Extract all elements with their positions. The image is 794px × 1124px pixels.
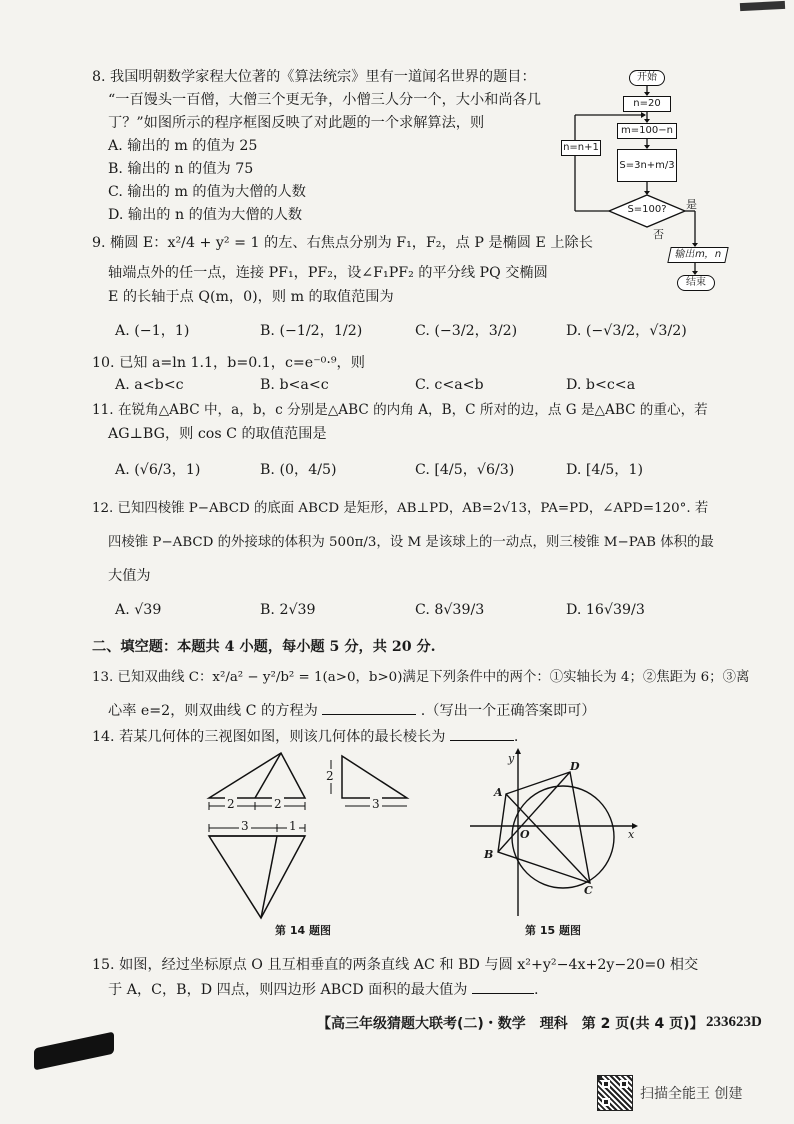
q9-option-a: A. (−1，1) bbox=[115, 323, 190, 339]
flow-start: 开始 bbox=[629, 70, 665, 86]
q11-option-b: B. (0，4/5) bbox=[260, 462, 337, 478]
q11-option-a: A. (√6/3，1) bbox=[115, 462, 201, 478]
flow-step-m: m=100−n bbox=[617, 123, 677, 139]
q15-line2: 于 A，C，B，D 四点，则四边形 ABCD 面积的最大值为 . bbox=[108, 982, 539, 998]
q9-option-d: D. (−√3/2，√3/2) bbox=[566, 323, 687, 339]
figure-14-caption: 第 14 题图 bbox=[275, 924, 331, 937]
q13-line2-hint: .（写出一个正确答案即可） bbox=[420, 703, 596, 719]
q14-line1: 14. 若某几何体的三视图如图，则该几何体的最长棱长为 . bbox=[92, 729, 519, 745]
flow-output: 输出m，n bbox=[667, 247, 728, 263]
circle-quadrilateral-figure bbox=[470, 748, 650, 940]
q9-line3: E 的长轴于点 Q(m，0)，则 m 的取值范围为 bbox=[108, 289, 394, 305]
figure-15 bbox=[470, 748, 650, 940]
scan-mark-top bbox=[740, 1, 785, 11]
q12-option-d: D. 16√39/3 bbox=[566, 602, 645, 618]
paper-code: 233623D bbox=[706, 1014, 762, 1030]
q13-answer-blank bbox=[322, 714, 416, 715]
scanner-watermark: 扫描全能王 创建 bbox=[640, 1086, 743, 1102]
q15-line1: 15. 如图，经过坐标原点 O 且互相垂直的两条直线 AC 和 BD 与圆 x²+y²−4x+2y−20=0 相交 bbox=[92, 957, 699, 973]
q9-option-c: C. (−3/2，3/2) bbox=[415, 323, 518, 339]
q13-line1: 13. 已知双曲线 C：x²/a² − y²/b² = 1(a>0，b>0)满足下列条件中的两个：①实轴长为 4；②焦距为 6；③离 bbox=[92, 670, 750, 685]
section-fill-in-title: 二、填空题：本题共 4 小题，每小题 5 分，共 20 分. bbox=[92, 639, 436, 655]
flowchart bbox=[555, 62, 735, 302]
q10-option-d: D. b<c<a bbox=[566, 377, 636, 393]
q12-option-a: A. √39 bbox=[115, 602, 162, 618]
q9-line2: 轴端点外的任一点，连接 PF₁，PF₂，设∠F₁PF₂ 的平分线 PQ 交椭圆 bbox=[108, 265, 548, 281]
fig15-point-c: C bbox=[584, 884, 593, 897]
q10-option-c: C. c<a<b bbox=[415, 377, 484, 393]
q8-line3: 丁？”如图所示的程序框图反映了对此题的一个求解算法，则 bbox=[108, 115, 485, 131]
q12-option-c: C. 8√39/3 bbox=[415, 602, 485, 618]
figure-14 bbox=[195, 750, 425, 940]
flow-init: n=20 bbox=[623, 96, 671, 112]
fig15-point-b: B bbox=[484, 848, 494, 861]
q15-text: 于 A，C，B，D 四点，则四边形 ABCD 面积的最大值为 bbox=[108, 982, 468, 998]
front-width-label-1: 2 bbox=[227, 797, 235, 811]
q13-line2 bbox=[108, 700, 596, 723]
q12-option-b: B. 2√39 bbox=[260, 602, 316, 618]
flow-increment: n=n+1 bbox=[561, 140, 601, 156]
qr-code-icon bbox=[597, 1075, 633, 1111]
q11-option-c: C. [4/5，√6/3) bbox=[415, 462, 515, 478]
front-width-label-2: 2 bbox=[274, 797, 282, 811]
q10-option-b: B. b<a<c bbox=[260, 377, 329, 393]
flow-end: 结束 bbox=[677, 275, 715, 291]
top-width-label-1: 3 bbox=[241, 819, 249, 833]
q9-line1: 9. 椭圆 E：x²/4 + y² = 1 的左、右焦点分别为 F₁，F₂，点 P 是椭圆 E 上除长 bbox=[92, 235, 593, 251]
fig15-y-axis-label: y bbox=[508, 752, 515, 765]
q8-line2: “一百馒头一百僧，大僧三个更无争，小僧三人分一个，大小和尚各几 bbox=[108, 92, 541, 108]
fig15-x-axis-label: x bbox=[628, 828, 635, 841]
q14-answer-blank bbox=[450, 740, 514, 741]
side-height-label: 2 bbox=[326, 769, 334, 783]
q9-option-b: B. (−1/2，1/2) bbox=[260, 323, 363, 339]
q10-option-a: A. a<b<c bbox=[115, 377, 184, 393]
flow-step-s: S=3n+m/3 bbox=[617, 149, 677, 182]
three-view-drawing bbox=[195, 750, 425, 940]
fig15-point-d: D bbox=[570, 760, 580, 773]
top-width-label-2: 1 bbox=[289, 819, 297, 833]
scan-shadow-mark bbox=[34, 1031, 114, 1070]
fig15-origin-label: O bbox=[520, 828, 530, 841]
q13-line2-text: 心率 e=2，则双曲线 C 的方程为 bbox=[108, 703, 318, 719]
flow-yes: 是 bbox=[686, 198, 697, 211]
side-width-label: 3 bbox=[372, 797, 380, 811]
q8-line1: 8. 我国明朝数学家程大位著的《算法统宗》里有一道闻名世界的题目： bbox=[92, 69, 536, 85]
q12-line3: 大值为 bbox=[108, 568, 151, 584]
q8-option-a: A. 输出的 m 的值为 25 bbox=[108, 138, 258, 154]
fig15-point-a: A bbox=[494, 786, 503, 799]
figure-15-caption: 第 15 题图 bbox=[525, 924, 581, 937]
q11-line2: AG⊥BG，则 cos C 的取值范围是 bbox=[108, 426, 327, 442]
q15-answer-blank bbox=[472, 993, 534, 994]
q10-line1: 10. 已知 a=ln 1.1，b=0.1，c=e⁻⁰·⁹，则 bbox=[92, 355, 365, 371]
flow-no: 否 bbox=[653, 228, 664, 241]
q12-line2: 四棱锥 P−ABCD 的外接球的体积为 500π/3，设 M 是该球上的一动点，则三棱锥 M−PAB 体积的最 bbox=[108, 535, 714, 550]
flow-decision: S=100? bbox=[627, 204, 667, 215]
page-footer: 【高三年级猜题大联考(二)・数学 理科 第 2 页(共 4 页)】 bbox=[317, 1016, 704, 1032]
q12-line1: 12. 已知四棱锥 P−ABCD 的底面 ABCD 是矩形，AB⊥PD，AB=2√13，PA=PD，∠APD=120°. 若 bbox=[92, 501, 709, 516]
q8-option-b: B. 输出的 n 的值为 75 bbox=[108, 161, 254, 177]
q11-line1: 11. 在锐角△ABC 中，a，b，c 分别是△ABC 的内角 A，B，C 所对的边，点 G 是△ABC 的重心，若 bbox=[92, 402, 708, 418]
q11-option-d: D. [4/5，1) bbox=[566, 462, 644, 478]
q8-option-c: C. 输出的 m 的值为大僧的人数 bbox=[108, 184, 306, 200]
q14-text: 14. 若某几何体的三视图如图，则该几何体的最长棱长为 bbox=[92, 729, 446, 745]
q8-option-d: D. 输出的 n 的值为大僧的人数 bbox=[108, 207, 303, 223]
